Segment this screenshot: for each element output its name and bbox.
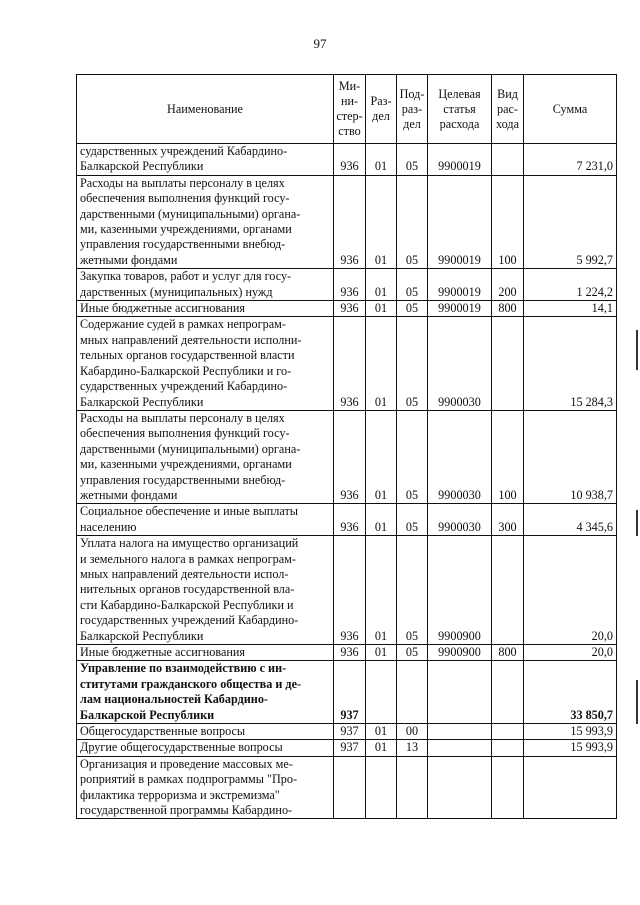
- cell-name: Расходы на выплаты персоналу в целях обеспечения выполнения функций госу- дарственными (муниципальными) органа- ми, казенными учреждениями, органами управления государственными внебюд- жетными фондами: [77, 410, 334, 503]
- cell-sum: 15 284,3: [524, 317, 617, 410]
- header-subsection: [397, 75, 428, 144]
- cell-sum: 15 993,9: [524, 724, 617, 740]
- header-section: [366, 75, 397, 144]
- cell-ministry: 936: [334, 410, 366, 503]
- table-row: [77, 536, 617, 645]
- cell-name: Закупка товаров, работ и услуг для госу- дарственных (муниципальных) нужд: [77, 269, 334, 301]
- cell-ministry: 936: [334, 175, 366, 268]
- header-ministry-label: Ми- ни- стер- ство: [336, 79, 363, 138]
- table-row: [77, 410, 617, 503]
- header-type-label: Вид рас- хода: [496, 86, 519, 131]
- table-row: [77, 645, 617, 661]
- scan-edge-mark: [636, 510, 638, 536]
- cell-sum: 4 345,6: [524, 504, 617, 536]
- cell-target: 9900019: [428, 269, 492, 301]
- cell-section: 01: [366, 504, 397, 536]
- cell-subsection: 05: [397, 645, 428, 661]
- cell-target: [428, 740, 492, 756]
- cell-target: 9900030: [428, 410, 492, 503]
- cell-type: 100: [492, 175, 524, 268]
- table-row: [77, 756, 617, 819]
- cell-section: 01: [366, 645, 397, 661]
- cell-name: Расходы на выплаты персоналу в целях обеспечения выполнения функций госу- дарственными (муниципальными) органа- ми, казенными учреждениями, органами управления государственными внебюд- жетными фондами: [77, 175, 334, 268]
- cell-type: 300: [492, 504, 524, 536]
- cell-ministry: 936: [334, 645, 366, 661]
- cell-target: 9900019: [428, 175, 492, 268]
- cell-subsection: 05: [397, 410, 428, 503]
- scan-edge-mark: [636, 680, 638, 724]
- table-header-row: [77, 75, 617, 144]
- cell-type: 100: [492, 410, 524, 503]
- cell-section: 01: [366, 301, 397, 317]
- cell-ministry: 936: [334, 269, 366, 301]
- cell-target: 9900030: [428, 317, 492, 410]
- cell-section: 01: [366, 410, 397, 503]
- cell-sum: 20,0: [524, 645, 617, 661]
- cell-name: Организация и проведение массовых ме- роприятий в рамках подпрограммы "Про- филактика терроризма и экстремизма" государственной программы Кабардино-: [77, 756, 334, 819]
- cell-sum: 15 993,9: [524, 740, 617, 756]
- table-row: [77, 317, 617, 410]
- cell-name: Содержание судей в рамках непрограм- мных направлений деятельности исполни- тельных органов государственной власти Кабардино-Балкарской Республики и го- сударственных учреждений Кабардино- Балкарской Республики: [77, 317, 334, 410]
- cell-name: Общегосударственные вопросы: [77, 724, 334, 740]
- cell-section: 01: [366, 175, 397, 268]
- header-ministry: [334, 75, 366, 144]
- cell-target: 9900019: [428, 301, 492, 317]
- cell-sum: 7 231,0: [524, 144, 617, 176]
- cell-type: 800: [492, 301, 524, 317]
- cell-name: Иные бюджетные ассигнования: [77, 301, 334, 317]
- cell-subsection: 05: [397, 269, 428, 301]
- cell-subsection: 05: [397, 175, 428, 268]
- cell-target: 9900019: [428, 144, 492, 176]
- cell-section: 01: [366, 536, 397, 645]
- cell-section: 01: [366, 269, 397, 301]
- cell-sum: 14,1: [524, 301, 617, 317]
- cell-subsection: 05: [397, 144, 428, 176]
- cell-type: 200: [492, 269, 524, 301]
- cell-subsection: 00: [397, 724, 428, 740]
- cell-target: [428, 661, 492, 724]
- cell-subsection: 05: [397, 536, 428, 645]
- page-number: 97: [313, 36, 327, 51]
- table-row: [77, 661, 617, 724]
- header-section-label: Раз- дел: [370, 94, 392, 123]
- cell-type: [492, 740, 524, 756]
- cell-sum: 20,0: [524, 536, 617, 645]
- cell-name: Социальное обеспечение и иные выплаты населению: [77, 504, 334, 536]
- cell-target: 9900030: [428, 504, 492, 536]
- budget-table: [76, 74, 617, 819]
- header-sum: [524, 75, 617, 144]
- cell-sum: 5 992,7: [524, 175, 617, 268]
- table-body: [77, 144, 617, 819]
- header-type: [492, 75, 524, 144]
- cell-type: [492, 536, 524, 645]
- table-row: [77, 301, 617, 317]
- cell-name: Другие общегосударственные вопросы: [77, 740, 334, 756]
- cell-ministry: 936: [334, 317, 366, 410]
- cell-ministry: 937: [334, 740, 366, 756]
- cell-section: 01: [366, 724, 397, 740]
- cell-section: [366, 661, 397, 724]
- cell-target: [428, 724, 492, 740]
- cell-target: [428, 756, 492, 819]
- table-row: [77, 740, 617, 756]
- table-row: [77, 504, 617, 536]
- header-target-label: Целевая статья расхода: [438, 86, 481, 131]
- cell-ministry: 936: [334, 536, 366, 645]
- cell-ministry: [334, 756, 366, 819]
- cell-ministry: 936: [334, 144, 366, 176]
- cell-subsection: [397, 756, 428, 819]
- table-row: [77, 724, 617, 740]
- cell-subsection: 05: [397, 301, 428, 317]
- scan-edge-mark: [636, 330, 638, 370]
- cell-type: [492, 144, 524, 176]
- cell-target: 9900900: [428, 536, 492, 645]
- header-sum-label: Сумма: [552, 101, 588, 116]
- cell-section: 01: [366, 144, 397, 176]
- cell-subsection: [397, 661, 428, 724]
- cell-type: [492, 661, 524, 724]
- header-name: [77, 75, 334, 144]
- cell-ministry: 936: [334, 301, 366, 317]
- cell-name: Управление по взаимодействию с ин- ститутами гражданского общества и де- лам национальностей Кабардино- Балкарской Республики: [77, 661, 334, 724]
- cell-subsection: 13: [397, 740, 428, 756]
- cell-target: 9900900: [428, 645, 492, 661]
- cell-section: [366, 756, 397, 819]
- cell-ministry: 937: [334, 661, 366, 724]
- cell-section: 01: [366, 740, 397, 756]
- cell-ministry: 936: [334, 504, 366, 536]
- cell-type: [492, 317, 524, 410]
- header-subsection-label: Под- раз- дел: [399, 86, 425, 131]
- cell-type: [492, 756, 524, 819]
- cell-type: [492, 724, 524, 740]
- cell-subsection: 05: [397, 317, 428, 410]
- cell-subsection: 05: [397, 504, 428, 536]
- table-row: [77, 175, 617, 268]
- cell-sum: 33 850,7: [524, 661, 617, 724]
- cell-name: Уплата налога на имущество организаций и земельного налога в рамках непрограм- мных направлений деятельности испол- нительных органов государственной вла- сти Кабардино-Балкарской Республики и государственных учреждений Кабардино- Балкарской Республики: [77, 536, 334, 645]
- cell-ministry: 937: [334, 724, 366, 740]
- cell-sum: [524, 756, 617, 819]
- cell-sum: 1 224,2: [524, 269, 617, 301]
- cell-name: Иные бюджетные ассигнования: [77, 645, 334, 661]
- header-name-label: Наименование: [167, 101, 243, 116]
- cell-section: 01: [366, 317, 397, 410]
- header-target: [428, 75, 492, 144]
- table-row: [77, 269, 617, 301]
- table-row: [77, 144, 617, 176]
- cell-sum: 10 938,7: [524, 410, 617, 503]
- cell-name: сударственных учреждений Кабардино- Балкарской Республики: [77, 144, 334, 176]
- cell-type: 800: [492, 645, 524, 661]
